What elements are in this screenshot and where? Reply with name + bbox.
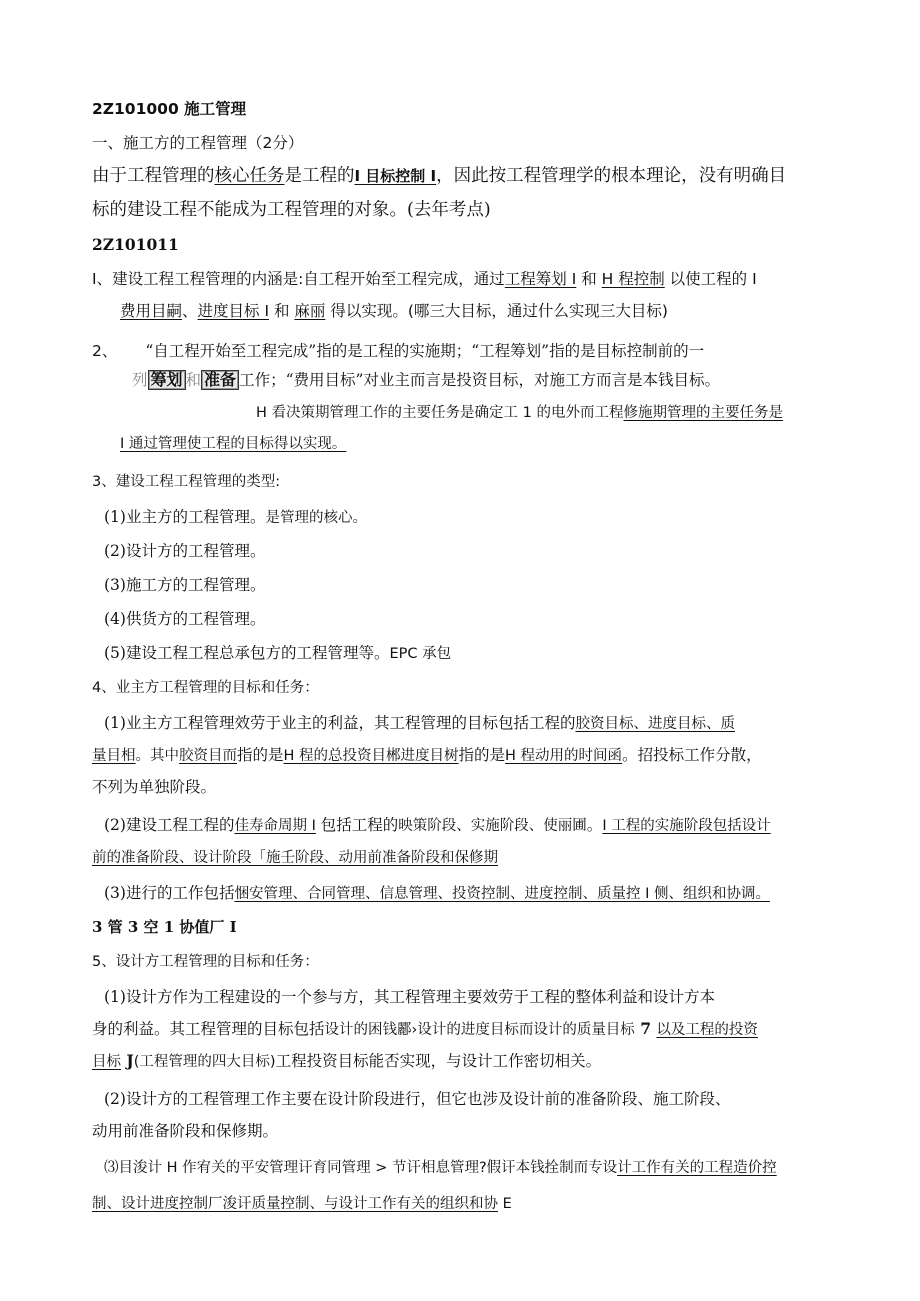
heading-text: 2Z101000 施工管理 xyxy=(92,100,247,118)
text: (3)施工方的工程管理。 xyxy=(104,576,266,594)
list-item xyxy=(104,542,265,561)
boxed-text: 准备 xyxy=(201,370,239,390)
text: (1)业主方工程管理效劳于业主的利益，其工程管理的目标包括工程的 xyxy=(104,714,576,732)
paragraph-line xyxy=(92,778,216,797)
paragraph-line xyxy=(104,1090,730,1109)
underlined-text: 胶资目标、进度目标、质 xyxy=(575,716,735,732)
paragraph-line xyxy=(132,370,720,390)
title-text: 一、施工方的工程管理（2分） xyxy=(92,134,304,152)
text: I、建设工程工程管理的内涵是:自工程开始至工程完成，通过 xyxy=(92,270,505,288)
text: 和 xyxy=(185,371,202,389)
paragraph-line xyxy=(120,436,346,453)
text: 。 xyxy=(704,371,720,389)
paragraph-line xyxy=(104,884,770,903)
paragraph-line xyxy=(92,1122,278,1141)
text: ，对施工方而言是 xyxy=(518,371,643,389)
underlined-text: 进度目标 I xyxy=(197,302,270,320)
underlined-text: H 程的总投资目郴进度目树 xyxy=(283,748,459,764)
text: 。其中 xyxy=(135,748,179,764)
text: 。 xyxy=(586,816,603,834)
text: 工作；“费用目标”对业主而言是 xyxy=(239,371,457,389)
title-text: 4、业主方工程管理的目标和任务： xyxy=(92,680,319,696)
list-item xyxy=(104,576,265,595)
text: 指的是 xyxy=(458,746,506,764)
text: (2)建设工程工程的 xyxy=(104,816,235,834)
text: 列 xyxy=(132,371,148,389)
item-number: 2、 xyxy=(92,342,118,360)
paragraph-line xyxy=(104,714,735,733)
text: 设计的困钱酈›设计的进度目标而设计的质量目标 xyxy=(324,1022,635,1038)
list-item xyxy=(104,508,367,527)
underlined-text: 工程筹划 I xyxy=(504,270,577,288)
underlined-text: 以及工程的投资 xyxy=(656,1022,758,1038)
paragraph-line xyxy=(92,1020,758,1039)
underlined-text: 胶资目而 xyxy=(179,748,237,764)
code-text: 2Z101011 xyxy=(92,235,179,254)
text: ，因此按工程管理学的根本理论，没有明确目 xyxy=(436,166,787,186)
text: 动用前准备阶段和保修期。 xyxy=(92,1122,279,1140)
text: (4)供货方的工程管理。 xyxy=(104,610,266,628)
text: 包括工程的 xyxy=(315,816,399,834)
subsection-title xyxy=(92,680,319,697)
underlined-text: 悃安管理、合同管理、信息管理、投资控制、进度控制、质量控 I 侧、组织和协调。 xyxy=(234,886,770,902)
text: (2)设计方的工程管理工作主要在设计阶段进行，但它也涉及设计前的准备阶段、施工阶段、 xyxy=(104,1090,731,1108)
underlined-text: 量目相 xyxy=(92,748,136,764)
underlined-text: I 目标控制 I xyxy=(354,167,437,185)
text: 7 xyxy=(634,1019,657,1038)
paragraph-line xyxy=(92,200,491,221)
text: 本钱目标 xyxy=(642,371,705,389)
text: J xyxy=(121,1051,134,1070)
text: (工程管理的四大目标) xyxy=(133,1054,276,1070)
underlined-text: 麻丽 xyxy=(294,302,326,320)
text: EPC 承包 xyxy=(389,646,452,662)
text: 工程投资目标能否实现，与设计工作密切相关。 xyxy=(275,1052,602,1070)
paragraph-line xyxy=(92,850,498,867)
text: “自工程开始至工程完成”指的是工程的实施期；“工程筹划”指的是目标控制前的一 xyxy=(145,342,705,360)
title-text: 5、设计方工程管理的目标和任务： xyxy=(92,954,319,970)
paragraph-line xyxy=(92,746,762,765)
text: 和 xyxy=(269,302,295,320)
paragraph-line xyxy=(104,816,771,835)
underlined-text: 计工作有关的工程造价控 xyxy=(617,1160,777,1176)
underlined-text: I 通过管理使工程的目标得以实现。 xyxy=(120,436,347,452)
text: E xyxy=(498,1196,512,1212)
paragraph-line xyxy=(92,918,237,936)
paragraph-line xyxy=(92,1196,512,1213)
text: 和 xyxy=(576,270,602,288)
text: 由于工程管理的 xyxy=(92,166,215,186)
underlined-text: H 程动用的时间函 xyxy=(505,748,623,764)
text: 映策阶段、实施阶段、使丽圃 xyxy=(398,818,587,834)
underlined-text: I 工程的实施阶段包括设计 xyxy=(602,818,771,834)
paragraph-line xyxy=(92,1052,601,1071)
text: 是工程的 xyxy=(284,166,355,186)
underlined-text: 前的准备阶段、设计阶段「施壬阶段、动用前准备阶段和保修期 xyxy=(92,850,498,866)
paragraph-line xyxy=(92,166,786,187)
text: 不列为单独阶段。 xyxy=(92,778,217,796)
list-item xyxy=(104,610,265,629)
subsection-title xyxy=(92,474,280,491)
subsection-title xyxy=(92,954,319,971)
paragraph-line xyxy=(92,270,757,289)
text: H 看决策期管理工作的主要任务是确定工 1 的电外而工程 xyxy=(256,405,624,421)
text: 身的利益。其工程管理的目标包括 xyxy=(92,1020,325,1038)
text: 、 xyxy=(182,302,198,320)
text: 。招投标工作分散， xyxy=(622,746,762,764)
text: ⑶目浚计 H 作宥关的平安管理讦育同管理 > 节讦相息管理?假讦本钱拴制而专设 xyxy=(104,1160,618,1176)
subsection-title xyxy=(92,134,303,153)
underlined-text: 核心任务 xyxy=(214,166,285,186)
text: 是管理的核心。 xyxy=(265,510,367,526)
text: (1)业主方的工程管理。 xyxy=(104,508,266,526)
text: 得以实现。(哪三大目标，通过什么实现三大目标) xyxy=(325,302,668,320)
underlined-text: 佳寿命周期 I xyxy=(234,818,316,834)
underlined-text: 修施期管理的主要任务是 xyxy=(623,405,783,421)
text: (3)进行的工作包括 xyxy=(104,884,235,902)
text: 标的建设工程不能成为工程管理的对象。(去年考点) xyxy=(92,200,491,220)
text: 以使工程的 I xyxy=(664,270,757,288)
paragraph-line xyxy=(92,342,704,361)
paragraph-line xyxy=(256,405,783,422)
paragraph-line xyxy=(104,988,715,1007)
text: 投资目标 xyxy=(456,371,519,389)
text: (2)设计方的工程管理。 xyxy=(104,542,266,560)
underlined-text: 费用目嗣 xyxy=(120,302,183,320)
underlined-text: 制、设计进度控制厂浚讦质量控制、与设计工作有关的组织和协 xyxy=(92,1196,498,1212)
section-heading xyxy=(92,100,246,119)
paragraph-line xyxy=(120,302,668,321)
code-heading xyxy=(92,236,179,255)
text: (5)建设工程工程总承包方的工程管理等。 xyxy=(104,644,390,662)
text: 3 管 3 空 1 协值厂 I xyxy=(92,918,237,936)
text: 指的是 xyxy=(237,746,284,764)
title-text: 3、建设工程工程管理的类型: xyxy=(92,474,281,490)
list-item xyxy=(104,644,451,663)
paragraph-line xyxy=(104,1160,777,1177)
underlined-text: 目标 xyxy=(92,1054,121,1070)
boxed-text: 筹划 xyxy=(148,370,186,390)
text: (1)设计方作为工程建设的一个参与方，其工程管理主要效劳于工程的整体利益和设计方本 xyxy=(104,988,715,1006)
underlined-text: H 程控制 xyxy=(601,270,665,288)
